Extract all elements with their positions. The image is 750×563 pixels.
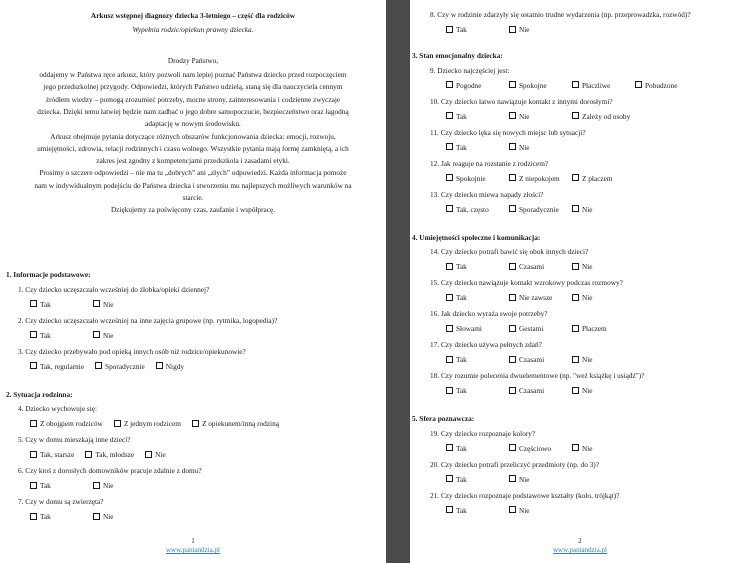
answer-option[interactable] xyxy=(30,362,84,371)
option-label: Tak xyxy=(456,386,467,395)
answer-option[interactable] xyxy=(509,386,561,395)
option-label: Nie xyxy=(519,505,530,515)
checkbox[interactable] xyxy=(156,362,163,369)
option-label: Nie zawsze xyxy=(519,293,553,302)
checkbox[interactable] xyxy=(635,81,642,88)
question-text: 17. Czy dziecko używa pełnych zdań? xyxy=(430,340,542,349)
option-label: Z obojgiem rodziców xyxy=(40,419,103,428)
checkbox[interactable] xyxy=(509,26,516,33)
checkbox[interactable] xyxy=(446,294,453,301)
answer-option[interactable] xyxy=(145,450,166,459)
answer-options xyxy=(30,419,290,428)
answer-option[interactable] xyxy=(114,419,181,428)
checkbox[interactable] xyxy=(572,356,579,363)
checkbox[interactable] xyxy=(509,143,516,150)
answer-option[interactable] xyxy=(30,512,82,521)
question-text: 14. Czy dziecko potrafi bawić się obok innych dzieci? xyxy=(430,247,589,256)
answer-option[interactable] xyxy=(446,25,498,34)
answer-option[interactable] xyxy=(635,81,687,90)
answer-option[interactable] xyxy=(572,81,624,90)
option-label: Nie xyxy=(582,293,593,302)
checkbox[interactable] xyxy=(572,325,579,332)
checkbox[interactable] xyxy=(446,143,453,150)
option-label: Tak xyxy=(40,512,51,521)
checkbox[interactable] xyxy=(446,506,453,513)
checkbox[interactable] xyxy=(30,482,37,489)
option-label: Gestami xyxy=(519,324,544,333)
checkbox[interactable] xyxy=(446,444,453,451)
answer-option[interactable] xyxy=(446,475,498,484)
answer-option[interactable] xyxy=(93,300,145,309)
answer-options xyxy=(446,262,635,271)
answer-options xyxy=(446,112,641,121)
page-number: 2 xyxy=(578,537,582,545)
question-text: 21. Czy dziecko rozpoznaje podstawowe kształty (koło, trójkąt)? xyxy=(430,490,620,500)
option-label: Tak xyxy=(40,330,51,340)
answer-option[interactable] xyxy=(572,444,624,453)
option-label: Sporadycznie xyxy=(519,204,559,214)
document-subtitle: Wypełnia rodzic/opiekun prawny dziecka. xyxy=(132,25,254,34)
answer-option[interactable] xyxy=(30,450,74,459)
question-text: 6. Czy ktoś z dorosłych domowników pracuje zdalnie z domu? xyxy=(18,466,202,475)
option-label: Nigdy xyxy=(165,361,185,371)
section-heading: 2. Sytuacja rodzinna: xyxy=(6,389,73,399)
answer-options xyxy=(446,475,572,484)
option-label: Tak xyxy=(40,481,51,490)
intro-line: zakres jest zgodny z kompetencjami przedszkola i zasadami etyki. xyxy=(96,156,290,166)
page-number: 1 xyxy=(191,537,195,545)
checkbox[interactable] xyxy=(572,174,579,181)
checkbox[interactable] xyxy=(572,294,579,301)
answer-option[interactable] xyxy=(509,355,561,364)
option-label: Z płaczem xyxy=(582,173,613,183)
answer-option[interactable] xyxy=(509,475,561,484)
answer-option[interactable] xyxy=(509,112,561,121)
answer-options xyxy=(30,512,156,521)
question-text: 11. Czy dziecko lęka się nowych miejsc lub sytuacji? xyxy=(430,127,586,137)
answer-option[interactable] xyxy=(446,355,498,364)
option-label: Czasami xyxy=(519,355,545,364)
section-heading: 5. Sfera poznawcza: xyxy=(412,414,475,423)
option-label: Nie xyxy=(582,204,593,214)
footer-link[interactable]: www.paniandzia.pl xyxy=(553,546,607,554)
document-title: Arkusz wstępnej diagnozy dziecka 3-letniego – część dla rodziców xyxy=(90,11,296,20)
checkbox[interactable] xyxy=(572,263,579,270)
checkbox[interactable] xyxy=(446,263,453,270)
checkbox[interactable] xyxy=(446,387,453,394)
checkbox[interactable] xyxy=(93,300,100,307)
option-label: Nie xyxy=(582,443,593,453)
answer-options xyxy=(446,324,635,333)
checkbox[interactable] xyxy=(446,81,453,88)
checkbox[interactable] xyxy=(114,420,121,427)
checkbox[interactable] xyxy=(30,451,37,458)
option-label: Płaczliwe xyxy=(582,80,611,90)
option-label: Tak xyxy=(456,262,467,271)
option-label: Sporadycznie xyxy=(105,361,145,371)
checkbox[interactable] xyxy=(93,513,100,520)
intro-line: oddajemy w Państwa ręce arkusz, który pozwoli nam lepiej poznać Państwa dziecko przed rozpoczęciem xyxy=(39,70,347,79)
checkbox[interactable] xyxy=(509,387,516,394)
option-label: Spokojnie xyxy=(456,173,486,183)
checkbox[interactable] xyxy=(30,300,37,307)
option-label: Tak xyxy=(456,355,467,364)
option-label: Tak, młodsze xyxy=(95,450,135,459)
intro-line: starcie. xyxy=(182,193,204,202)
answer-option[interactable] xyxy=(572,386,624,395)
answer-option[interactable] xyxy=(509,81,561,90)
option-label: Nie xyxy=(103,330,114,340)
answer-option[interactable] xyxy=(192,419,279,428)
answer-option[interactable] xyxy=(446,262,498,271)
answer-options xyxy=(30,331,156,340)
answer-option[interactable] xyxy=(30,331,82,340)
question-text: 2. Czy dziecko uczęszczało wcześniej na inne zajęcia grupowe (np. rytmika, logopedia)? xyxy=(18,315,278,325)
question-text: 15. Czy dziecko nawiązuje kontakt wzrokowy podczas rozmowy? xyxy=(430,278,623,287)
answer-option[interactable] xyxy=(572,112,630,121)
answer-option[interactable] xyxy=(93,331,145,340)
option-label: Tak xyxy=(456,443,467,453)
checkbox[interactable] xyxy=(509,81,516,88)
answer-option[interactable] xyxy=(446,293,498,302)
question-text: 20. Czy dziecko potrafi przeliczyć przedmioty (np. do 3)? xyxy=(430,459,599,469)
option-label: Tak, często xyxy=(456,204,489,214)
answer-option[interactable] xyxy=(509,25,561,34)
checkbox[interactable] xyxy=(509,444,516,451)
checkbox[interactable] xyxy=(30,362,37,369)
option-label: Czasami xyxy=(519,386,545,395)
option-label: Nie xyxy=(519,111,530,121)
checkbox[interactable] xyxy=(572,112,579,119)
checkbox[interactable] xyxy=(572,444,579,451)
answer-options xyxy=(30,481,156,490)
answer-option[interactable] xyxy=(509,324,561,333)
checkbox[interactable] xyxy=(572,81,579,88)
answer-option[interactable] xyxy=(85,450,134,459)
answer-option[interactable] xyxy=(509,262,561,271)
option-label: Nie xyxy=(582,262,593,271)
intro-line: dziecka. Dzięki temu łatwiej będzie nam zadbać o jego dobre samopoczucie, bezpieczeństwo oraz łagodną xyxy=(37,106,349,116)
answer-option[interactable] xyxy=(572,293,624,302)
checkbox[interactable] xyxy=(30,513,37,520)
option-label: Nie xyxy=(103,299,114,309)
checkbox[interactable] xyxy=(93,331,100,338)
answer-options xyxy=(446,444,635,453)
option-label: Nie xyxy=(582,386,593,395)
answer-option[interactable] xyxy=(509,506,561,515)
option-label: Nie xyxy=(519,142,530,152)
option-label: Z jednym rodzicem xyxy=(123,419,181,428)
option-label: Tak xyxy=(456,505,467,515)
checkbox[interactable] xyxy=(509,174,516,181)
checkbox[interactable] xyxy=(446,325,453,332)
checkbox[interactable] xyxy=(572,387,579,394)
answer-option[interactable] xyxy=(572,262,624,271)
option-label: Zależy od osoby xyxy=(582,111,631,121)
option-label: Tak xyxy=(456,25,467,34)
answer-options xyxy=(30,362,195,371)
checkbox[interactable] xyxy=(509,325,516,332)
answer-option[interactable] xyxy=(446,444,498,453)
checkbox[interactable] xyxy=(145,451,152,458)
answer-options xyxy=(446,174,635,183)
answer-option[interactable] xyxy=(156,362,184,371)
option-label: Czasami xyxy=(519,262,545,271)
answer-option[interactable] xyxy=(509,293,561,302)
checkbox[interactable] xyxy=(93,482,100,489)
option-label: Nie xyxy=(155,450,166,459)
question-text: 13. Czy dziecko miewa napady złości? xyxy=(430,189,544,199)
option-label: Tak xyxy=(456,293,467,302)
answer-options xyxy=(446,25,572,34)
question-text: 9. Dziecko najczęściej jest: xyxy=(430,65,510,75)
checkbox[interactable] xyxy=(446,475,453,482)
checkbox[interactable] xyxy=(509,263,516,270)
answer-option[interactable] xyxy=(572,324,624,333)
intro-line: Arkusz obejmuje pytania dotyczące różnych obszarów funkcjonowania dziecka: emocji, rozwoju, xyxy=(50,131,336,141)
checkbox[interactable] xyxy=(509,506,516,513)
answer-option[interactable] xyxy=(572,355,624,364)
answer-option[interactable] xyxy=(446,324,498,333)
option-label: Tak, regularnie xyxy=(40,361,85,371)
answer-option[interactable] xyxy=(572,174,624,183)
checkbox[interactable] xyxy=(30,331,37,338)
answer-option[interactable] xyxy=(446,205,498,214)
question-text: 3. Czy dziecko przebywało pod opieką innych osób niż rodzice/opiekunowie? xyxy=(18,346,246,356)
answer-option[interactable] xyxy=(95,362,145,371)
option-label: Nie xyxy=(582,355,593,364)
intro-line: nam w indywidualnym podejściu do Państwa dziecka i stworzeniu mu najlepszych możliwych warunków na xyxy=(34,180,352,190)
answer-option[interactable] xyxy=(446,143,498,152)
answer-option[interactable] xyxy=(509,205,561,214)
answer-option[interactable] xyxy=(509,143,561,152)
page-gutter xyxy=(386,0,410,563)
answer-options xyxy=(446,386,635,395)
answer-options xyxy=(30,300,156,309)
checkbox[interactable] xyxy=(509,205,516,212)
question-text: 12. Jak reaguje na rozstanie z rodzicem? xyxy=(430,158,549,168)
option-label: Nie xyxy=(519,25,530,34)
answer-options xyxy=(446,143,572,152)
checkbox[interactable] xyxy=(446,205,453,212)
checkbox[interactable] xyxy=(446,356,453,363)
answer-option[interactable] xyxy=(446,112,498,121)
checkbox[interactable] xyxy=(509,475,516,482)
option-label: Z niepokojem xyxy=(519,173,560,183)
option-label: Nie xyxy=(519,474,530,484)
checkbox[interactable] xyxy=(509,294,516,301)
question-text: 10. Czy dziecko łatwo nawiązuje kontakt z innymi dorosłymi? xyxy=(430,96,613,106)
answer-options xyxy=(446,205,635,214)
question-text: 18. Czy rozumie polecenia dwuelementowe (np. "weź książkę i usiądź")? xyxy=(430,371,645,380)
answer-option[interactable] xyxy=(446,81,498,90)
checkbox[interactable] xyxy=(509,112,516,119)
answer-option[interactable] xyxy=(446,386,498,395)
option-label: Z opiekunem/inną rodziną xyxy=(201,419,279,428)
section-heading: 3. Stan emocjonalny dziecka: xyxy=(412,51,503,60)
question-text: 19. Czy dziecko rozpoznaje kolory? xyxy=(430,428,536,438)
checkbox[interactable] xyxy=(192,420,199,427)
option-label: Nie xyxy=(103,481,114,490)
answer-options xyxy=(446,355,635,364)
question-text: 8. Czy w rodzinie zdarzyły się ostatnio trudne wydarzenia (np. przeprowadzka, rozwód)? xyxy=(430,10,691,19)
checkbox[interactable] xyxy=(446,26,453,33)
answer-option[interactable] xyxy=(93,512,145,521)
intro-line: jego przedszkolnej przygody. Odpowiedzi, których Państwo udzielą, staną się dla nauczyciela cennym xyxy=(43,82,343,92)
intro-line: Dziękujemy za poświęcony czas, zaufanie i współpracę. xyxy=(110,205,276,215)
option-label: Tak xyxy=(456,142,467,152)
checkbox[interactable] xyxy=(446,112,453,119)
answer-option[interactable] xyxy=(446,174,498,183)
answer-options xyxy=(446,506,572,515)
answer-option[interactable] xyxy=(30,481,82,490)
option-label: Tak xyxy=(40,299,51,309)
footer-link[interactable]: www.paniandzia.pl xyxy=(166,546,220,554)
intro-line: Prosimy o szczere odpowiedzi – nie ma tu „dobrych” ani „złych” odpowiedzi. Każda informacja pomoże xyxy=(39,168,347,178)
intro-line: źródłem wiedzy – pomogą zrozumieć potrzeby, mocne strony, zainteresowania i codzienne zwyczaje xyxy=(45,94,341,104)
intro-line: adaptację w nowym środowisku. xyxy=(145,119,241,129)
checkbox[interactable] xyxy=(95,362,102,369)
checkbox[interactable] xyxy=(572,205,579,212)
question-text: 16. Jak dziecko wyraża swoje potrzeby? xyxy=(430,309,548,318)
answer-option[interactable] xyxy=(30,419,103,428)
checkbox[interactable] xyxy=(85,451,92,458)
greeting: Drodzy Państwo, xyxy=(167,56,219,65)
checkbox[interactable] xyxy=(446,174,453,181)
answer-option[interactable] xyxy=(572,205,624,214)
answer-option[interactable] xyxy=(509,174,561,183)
answer-option[interactable] xyxy=(509,444,561,453)
question-text: 7. Czy w domu są zwierzęta? xyxy=(18,497,104,506)
option-label: Płaczem xyxy=(582,324,607,333)
question-text: 1. Czy dziecko uczęszczało wcześniej do żłobka/opieki dziennej? xyxy=(18,284,210,294)
answer-options xyxy=(446,81,698,90)
option-label: Tak xyxy=(456,474,467,484)
option-label: Pogodne xyxy=(456,80,482,90)
option-label: Słowami xyxy=(456,324,482,333)
question-text: 5. Czy w domu mieszkają inne dzieci? xyxy=(18,435,131,444)
answer-option[interactable] xyxy=(30,300,82,309)
option-label: Pobudzone xyxy=(645,80,678,90)
section-heading: 1. Informacje podstawowe: xyxy=(6,270,91,279)
answer-option[interactable] xyxy=(93,481,145,490)
answer-options xyxy=(446,293,635,302)
checkbox[interactable] xyxy=(30,420,37,427)
option-label: Częściowo xyxy=(519,443,552,453)
section-heading: 4. Umiejętności społeczne i komunikacja: xyxy=(412,232,541,242)
option-label: Spokojne xyxy=(519,80,547,90)
intro-line: umiejętności, zdrowia, relacji rodzinnych i czasu wolnego. Wszystkie pytania mają formę zamkniętą, a ich xyxy=(37,143,349,153)
checkbox[interactable] xyxy=(509,356,516,363)
option-label: Nie xyxy=(103,512,114,521)
document-page-2 xyxy=(410,0,750,563)
option-label: Tak, starsze xyxy=(40,450,75,459)
question-text: 4. Dziecko wychowuje się: xyxy=(18,404,98,413)
answer-options xyxy=(30,450,177,459)
answer-option[interactable] xyxy=(446,506,498,515)
option-label: Tak xyxy=(456,111,467,121)
